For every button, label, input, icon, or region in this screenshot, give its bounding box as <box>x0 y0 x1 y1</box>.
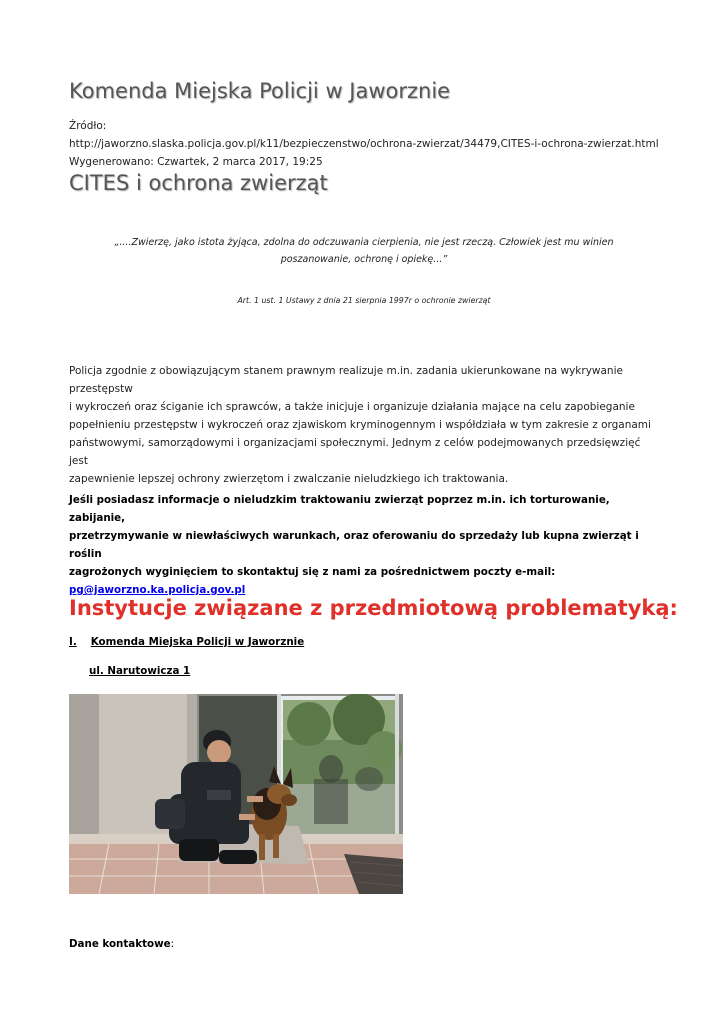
report-info-paragraph <box>69 491 659 599</box>
paragraph-line: państwowymi, samorządowymi i organizacjami społecznymi. Jednym z celów podejmowanych przedsięwzięć jest <box>69 437 641 467</box>
report-line: przetrzymywanie w niewłaściwych warunkach, oraz oferowaniu do sprzedaży lub kupna zwierząt i roślin <box>69 530 639 560</box>
contact-label: Dane kontaktowe <box>69 938 171 950</box>
report-line: zagrożonych wyginięciem to skontaktuj się z nami za pośrednictwem poczty e-mail: <box>69 566 556 578</box>
generated-date: Wygenerowano: Czwartek, 2 marca 2017, 19:25 <box>69 156 323 168</box>
contact-details-label <box>69 938 174 950</box>
source-label: Źródło: <box>69 120 107 132</box>
institution-name: Komenda Miejska Policji w Jaworznie <box>90 636 305 648</box>
paragraph-line: zapewnienie lepszej ochrony zwierzętom i zwalczanie nieludzkiego ich traktowania. <box>69 473 509 485</box>
site-title: Komenda Miejska Policji w Jaworznie <box>69 79 451 103</box>
paragraph-line: popełnieniu przestępstw i wykroczeń oraz zjawiskom kryminogennym i współdziała w tym zakresie z organami <box>69 419 651 431</box>
police-dog-photo <box>69 694 403 894</box>
contact-colon: : <box>170 938 175 950</box>
quote-source: Art. 1 ust. 1 Ustawy z dnia 21 sierpnia 1997r o ochronie zwierząt <box>237 296 491 305</box>
paragraph-line: Policja zgodnie z obowiązującym stanem prawnym realizuje m.in. zadania ukierunkowane na wykrywanie przestępstw <box>69 365 623 395</box>
quote <box>69 234 659 268</box>
list-number: I. <box>69 636 77 648</box>
quote-line-1: „....Zwierzę, jako istota żyjąca, zdolna do odczuwania cierpienia, nie jest rzeczą. Człowiek jest mu winien <box>114 237 614 248</box>
source-url[interactable]: http://jaworzno.slaska.policja.gov.pl/k11/bezpieczenstwo/ochrona-zwierzat/34479,CITES-i-ochrona-zwierzat.html <box>69 138 659 150</box>
email-link[interactable]: pg@jaworzno.ka.policja.gov.pl <box>69 584 246 596</box>
document-meta <box>69 117 659 171</box>
article-title: CITES i ochrona zwierząt <box>69 171 328 195</box>
article-paragraph <box>69 362 659 488</box>
paragraph-line: i wykroczeń oraz ściganie ich sprawców, a także inicjuje i organizuje działania mające na celu zapobieganie <box>69 401 635 413</box>
institution-list-item <box>69 636 304 648</box>
section-heading: Instytucje związane z przedmiotową problematyką: <box>69 596 678 620</box>
institution-address: ul. Narutowicza 1 <box>89 665 191 677</box>
quote-line-2: poszanowanie, ochronę i opiekę...” <box>280 254 448 265</box>
report-line: Jeśli posiadasz informacje o nieludzkim traktowaniu zwierząt poprzez m.in. ich torturowanie, zabijanie, <box>69 494 610 524</box>
